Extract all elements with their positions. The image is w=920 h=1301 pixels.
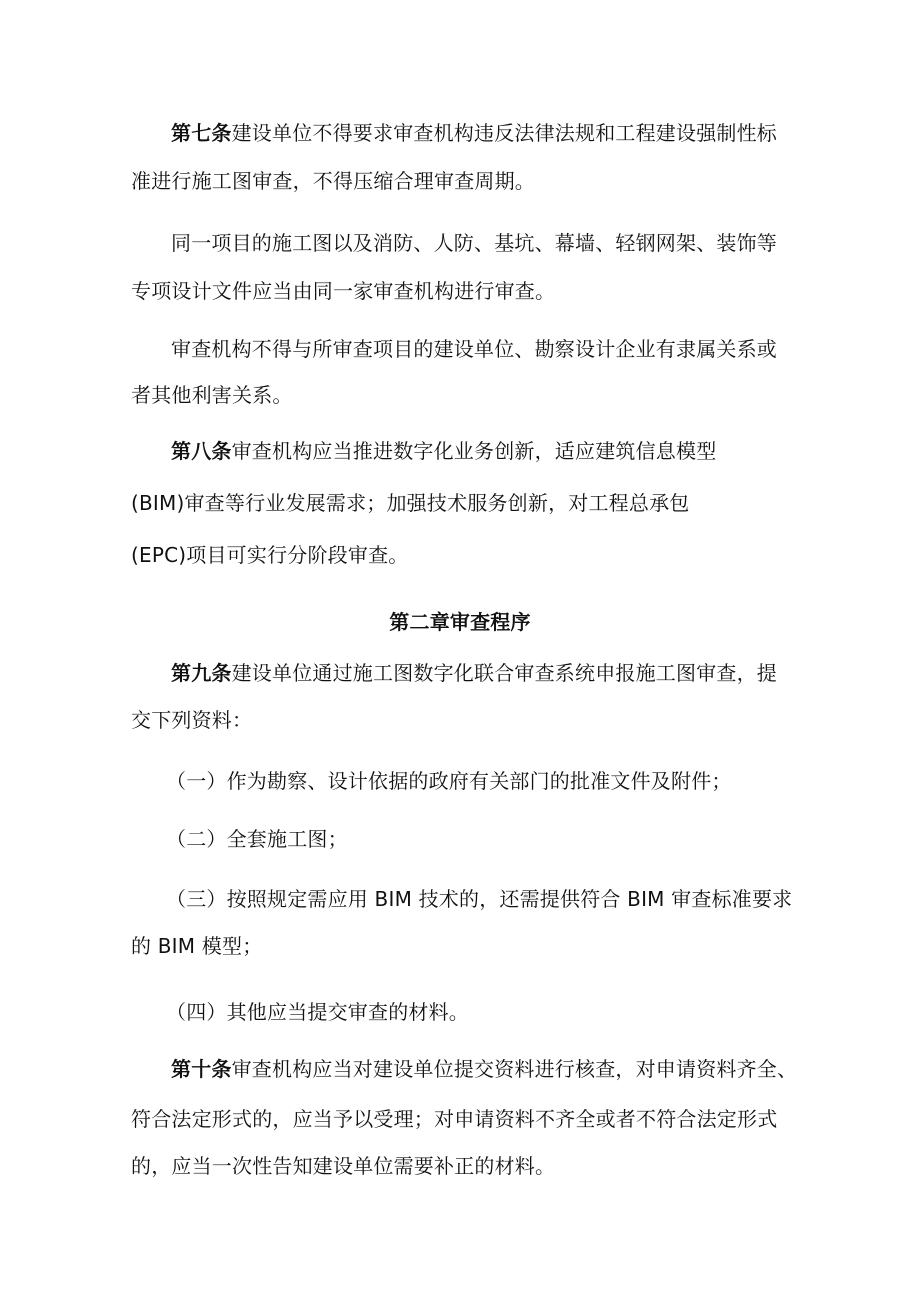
article-7-para-2-line-2: 专项设计文件应当由同一家审查机构进行审查。 bbox=[131, 279, 556, 303]
article-10-line-1 bbox=[171, 1055, 797, 1083]
article-8-line-3: (EPC)项目可实行分阶段审查。 bbox=[131, 543, 409, 567]
article-7-para-3-line-2: 者其他利害关系。 bbox=[131, 383, 293, 407]
article-7-label: 第七条 bbox=[171, 121, 232, 145]
article-9-line-1 bbox=[171, 659, 777, 687]
article-9-label: 第九条 bbox=[171, 661, 232, 685]
article-9-item-1: （一）作为勘察、设计依据的政府有关部门的批准文件及附件； bbox=[166, 769, 732, 793]
article-9-line-2: 交下列资料： bbox=[131, 708, 253, 732]
article-9-item-2: （二）全套施工图； bbox=[166, 827, 348, 851]
article-10-text: 审查机构应当对建设单位提交资料进行核查，对申请资料齐全、 bbox=[231, 1057, 798, 1081]
article-10-label: 第十条 bbox=[171, 1057, 232, 1081]
article-7-line-2: 准进行施工图审查，不得压缩合理审查周期。 bbox=[131, 169, 535, 193]
chapter-2-title: 第二章审查程序 bbox=[389, 610, 531, 634]
article-10-line-3: 的，应当一次性告知建设单位需要补正的材料。 bbox=[131, 1154, 556, 1178]
article-9-item-4: （四）其他应当提交审查的材料。 bbox=[166, 1000, 469, 1024]
article-7-para-2-line-1: 同一项目的施工图以及消防、人防、基坑、幕墙、轻钢网架、装饰等 bbox=[171, 231, 777, 255]
article-7-para-3-line-1: 审查机构不得与所审查项目的建设单位、勘察设计企业有隶属关系或 bbox=[171, 337, 777, 361]
article-7-text: 建设单位不得要求审查机构违反法律法规和工程建设强制性标 bbox=[231, 121, 778, 145]
article-8-line-1 bbox=[171, 437, 716, 465]
article-10-line-2: 符合法定形式的，应当予以受理；对申请资料不齐全或者不符合法定形式 bbox=[131, 1107, 778, 1131]
article-8-line-2: (BIM)审查等行业发展需求；加强技术服务创新，对工程总承包 bbox=[131, 491, 690, 515]
article-8-text: 审查机构应当推进数字化业务创新，适应建筑信息模型 bbox=[231, 439, 717, 463]
article-7-line-1 bbox=[171, 119, 777, 147]
article-9-item-3-line-1: （三）按照规定需应用 BIM 技术的，还需提供符合 BIM 审查标准要求 bbox=[166, 887, 793, 911]
article-8-label: 第八条 bbox=[171, 439, 232, 463]
article-9-item-3-line-2: 的 BIM 模型； bbox=[131, 934, 263, 958]
article-9-text: 建设单位通过施工图数字化联合审查系统申报施工图审查，提 bbox=[231, 661, 778, 685]
